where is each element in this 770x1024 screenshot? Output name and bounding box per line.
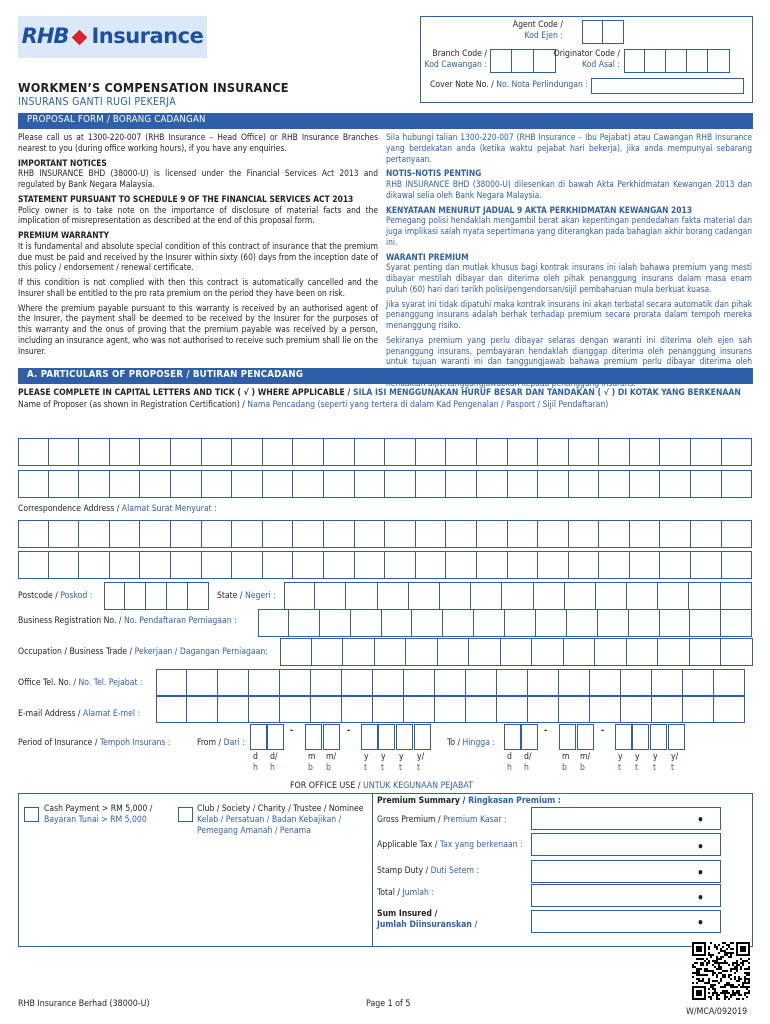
- state-input[interactable]: [284, 582, 752, 610]
- date-format-label: d h: [507, 752, 512, 774]
- char-cell[interactable]: [599, 438, 630, 466]
- char-cell[interactable]: [683, 695, 714, 723]
- char-cell[interactable]: [446, 438, 477, 466]
- char-cell[interactable]: [559, 669, 590, 697]
- date-separator: -: [601, 726, 605, 736]
- char-cell[interactable]: [660, 470, 691, 498]
- originator-code-input[interactable]: [624, 49, 730, 73]
- date-separator: -: [290, 726, 294, 736]
- char-cell[interactable]: [569, 438, 600, 466]
- char-cell[interactable]: [110, 438, 141, 466]
- char-cell[interactable]: [508, 470, 539, 498]
- char-cell[interactable]: [293, 551, 324, 579]
- section-a-bar: A. PARTICULARS OF PROPOSER / BUTIRAN PENCADANG: [18, 368, 753, 384]
- char-cell[interactable]: [355, 551, 386, 579]
- char-cell[interactable]: [280, 669, 311, 697]
- char-cell[interactable]: [446, 470, 477, 498]
- char-cell[interactable]: [280, 638, 312, 666]
- char-cell[interactable]: [187, 669, 218, 697]
- char-cell[interactable]: [79, 551, 110, 579]
- char-cell[interactable]: [249, 669, 280, 697]
- total-input[interactable]: [531, 884, 721, 907]
- char-cell[interactable]: [167, 582, 188, 610]
- char-cell[interactable]: [627, 582, 658, 610]
- char-cell[interactable]: [629, 609, 660, 637]
- char-cell[interactable]: [440, 582, 471, 610]
- char-cell[interactable]: [567, 609, 598, 637]
- char-cell[interactable]: [110, 520, 141, 548]
- date-cell[interactable]: [632, 724, 649, 750]
- char-cell[interactable]: [569, 551, 600, 579]
- char-cell[interactable]: [559, 695, 590, 723]
- char-cell[interactable]: [409, 582, 440, 610]
- footer-form-code: W/MCA/092019: [686, 1007, 748, 1017]
- char-cell[interactable]: [446, 551, 477, 579]
- char-cell[interactable]: [477, 470, 508, 498]
- date-cell[interactable]: [650, 724, 667, 750]
- branch-code-label: Branch Code / Kod Cawangan :: [424, 49, 487, 70]
- char-cell[interactable]: [140, 470, 171, 498]
- char-cell[interactable]: [689, 582, 720, 610]
- char-cell[interactable]: [324, 520, 355, 548]
- date-cell[interactable]: [378, 724, 395, 750]
- date-format-label: y t: [635, 752, 640, 774]
- char-cell[interactable]: [18, 551, 49, 579]
- gross-premium-label: Gross Premium / Premium Kasar :: [377, 815, 507, 825]
- char-cell[interactable]: [630, 520, 661, 548]
- date-format-label: y t: [653, 752, 658, 774]
- date-format-label: m b: [562, 752, 570, 774]
- date-cell[interactable]: [615, 724, 632, 750]
- char-cell[interactable]: [599, 470, 630, 498]
- char-cell[interactable]: [232, 438, 263, 466]
- occupation-input[interactable]: [280, 638, 753, 666]
- logo-diamond-icon: [72, 29, 88, 45]
- char-cell[interactable]: [355, 438, 386, 466]
- char-cell[interactable]: [722, 438, 753, 466]
- char-cell[interactable]: [385, 438, 416, 466]
- period-label: Period of Insurance / Tempoh Insurans :: [18, 738, 171, 748]
- stamp-duty-input[interactable]: [531, 860, 721, 883]
- char-cell[interactable]: [373, 669, 404, 697]
- date-format-label: m/ b: [326, 752, 337, 774]
- proposal-form-bar: PROPOSAL FORM / BORANG CADANGAN: [18, 113, 753, 129]
- char-cell[interactable]: [355, 520, 386, 548]
- char-cell[interactable]: [104, 582, 125, 610]
- char-cell[interactable]: [140, 551, 171, 579]
- char-cell[interactable]: [232, 470, 263, 498]
- char-cell[interactable]: [343, 638, 375, 666]
- page-subtitle: INSURANS GANTI RUGI PEKERJA: [18, 96, 176, 108]
- char-cell[interactable]: [528, 669, 559, 697]
- club-society-label: Club / Society / Charity / Trustee / Nominee Kelab / Persatuan / Badan Kebajikan / Pemegang Amanah / Penama: [197, 804, 364, 837]
- char-cell[interactable]: [538, 551, 569, 579]
- char-cell[interactable]: [658, 582, 689, 610]
- date-format-label: y t: [381, 752, 386, 774]
- char-cell[interactable]: [652, 695, 683, 723]
- char-cell[interactable]: [474, 609, 505, 637]
- char-cell[interactable]: [538, 438, 569, 466]
- cash-payment-label: Cash Payment > RM 5,000 / Bayaran Tunai > RM 5,000: [44, 804, 153, 826]
- char-cell[interactable]: [538, 470, 569, 498]
- char-cell[interactable]: [652, 669, 683, 697]
- char-cell[interactable]: [508, 520, 539, 548]
- date-separator: -: [347, 726, 351, 736]
- premium-summary-label: Premium Summary / Ringkasan Premium :: [377, 796, 561, 806]
- char-cell[interactable]: [171, 470, 202, 498]
- char-cell[interactable]: [565, 582, 596, 610]
- char-cell[interactable]: [714, 669, 745, 697]
- char-cell[interactable]: [385, 520, 416, 548]
- agent-code-label: Agent Code / Kod Ejen :: [512, 20, 563, 41]
- char-cell[interactable]: [446, 520, 477, 548]
- char-cell[interactable]: [477, 438, 508, 466]
- business-reg-input[interactable]: [258, 609, 752, 637]
- char-cell[interactable]: [477, 551, 508, 579]
- char-cell[interactable]: [18, 470, 49, 498]
- date-format-label: m/ b: [580, 752, 591, 774]
- char-cell[interactable]: [404, 669, 435, 697]
- char-cell[interactable]: [595, 638, 627, 666]
- cover-note-label: Cover Note No. / No. Nota Perlindungan :: [429, 80, 588, 90]
- char-cell[interactable]: [466, 695, 497, 723]
- address-row-1[interactable]: [18, 520, 752, 548]
- char-cell[interactable]: [564, 638, 596, 666]
- char-cell[interactable]: [202, 470, 233, 498]
- page-title: WORKMEN’S COMPENSATION INSURANCE: [18, 80, 289, 95]
- char-cell[interactable]: [375, 638, 407, 666]
- char-cell[interactable]: [630, 438, 661, 466]
- char-cell[interactable]: [660, 438, 691, 466]
- char-cell[interactable]: [218, 695, 249, 723]
- qr-code-icon: [692, 942, 750, 1000]
- occupation-label: Occupation / Business Trade / Pekerjaan / Dagangan Perniagaan:: [18, 647, 268, 657]
- char-cell[interactable]: [342, 669, 373, 697]
- date-format-label: y t: [618, 752, 623, 774]
- char-cell[interactable]: [280, 695, 311, 723]
- char-cell[interactable]: [691, 438, 722, 466]
- char-cell[interactable]: [249, 695, 280, 723]
- date-format-label: m b: [308, 752, 316, 774]
- char-cell[interactable]: [528, 695, 559, 723]
- char-cell[interactable]: [497, 669, 528, 697]
- char-cell[interactable]: [502, 582, 533, 610]
- char-cell[interactable]: [536, 609, 567, 637]
- char-cell[interactable]: [683, 669, 714, 697]
- char-cell[interactable]: [188, 582, 209, 610]
- char-cell[interactable]: [382, 609, 413, 637]
- char-cell[interactable]: [202, 438, 233, 466]
- logo-brand: RHB: [21, 24, 69, 49]
- date-format-label: d/ h: [524, 752, 532, 774]
- office-tel-input[interactable]: [156, 669, 745, 697]
- cash-payment-checkbox[interactable]: [24, 807, 39, 822]
- char-cell[interactable]: [721, 582, 752, 610]
- to-label: To / Hingga :: [447, 738, 496, 748]
- char-cell[interactable]: [202, 551, 233, 579]
- char-cell[interactable]: [312, 638, 344, 666]
- char-cell[interactable]: [416, 470, 447, 498]
- char-cell[interactable]: [263, 470, 294, 498]
- postcode-input[interactable]: [104, 582, 209, 610]
- char-cell[interactable]: [404, 695, 435, 723]
- char-cell[interactable]: [435, 669, 466, 697]
- char-cell[interactable]: [630, 470, 661, 498]
- state-label: State / Negeri :: [217, 591, 276, 601]
- char-cell[interactable]: [443, 609, 474, 637]
- char-cell[interactable]: [598, 609, 629, 637]
- char-cell[interactable]: [171, 520, 202, 548]
- char-cell[interactable]: [599, 551, 630, 579]
- char-cell[interactable]: [378, 582, 409, 610]
- char-cell[interactable]: [49, 551, 80, 579]
- char-cell[interactable]: [658, 638, 690, 666]
- char-cell[interactable]: [156, 695, 187, 723]
- sum-insured-input[interactable]: [531, 910, 721, 933]
- char-cell[interactable]: [471, 582, 502, 610]
- char-cell[interactable]: [412, 609, 443, 637]
- char-cell[interactable]: [599, 520, 630, 548]
- char-cell[interactable]: [627, 638, 659, 666]
- char-cell[interactable]: [621, 669, 652, 697]
- char-cell[interactable]: [416, 438, 447, 466]
- date-cell[interactable]: [323, 724, 340, 750]
- char-cell[interactable]: [691, 470, 722, 498]
- char-cell[interactable]: [630, 551, 661, 579]
- total-label: Total / Jumlah :: [377, 888, 434, 898]
- char-cell[interactable]: [505, 609, 536, 637]
- char-cell[interactable]: [187, 695, 218, 723]
- char-cell[interactable]: [477, 520, 508, 548]
- sum-insured-label: Sum Insured / Jumlah Diinsuranskan /: [377, 909, 478, 930]
- char-cell[interactable]: [202, 520, 233, 548]
- date-cell[interactable]: [305, 724, 322, 750]
- char-cell[interactable]: [721, 609, 752, 637]
- char-cell[interactable]: [385, 470, 416, 498]
- char-cell[interactable]: [140, 520, 171, 548]
- char-cell[interactable]: [466, 669, 497, 697]
- date-cell[interactable]: [396, 724, 413, 750]
- cover-note-input[interactable]: [591, 78, 744, 94]
- footer-page: Page 1 of 5: [366, 999, 411, 1009]
- char-cell[interactable]: [721, 638, 753, 666]
- char-cell[interactable]: [232, 551, 263, 579]
- date-format-label: d/ h: [270, 752, 278, 774]
- char-cell[interactable]: [79, 470, 110, 498]
- char-cell[interactable]: [690, 609, 721, 637]
- char-cell[interactable]: [79, 438, 110, 466]
- char-cell[interactable]: [324, 551, 355, 579]
- char-cell[interactable]: [435, 695, 466, 723]
- date-format-label: y t: [364, 752, 369, 774]
- char-cell[interactable]: [469, 638, 501, 666]
- char-cell[interactable]: [690, 638, 722, 666]
- email-label: E-mail Address / Alamat E-mel :: [18, 709, 141, 719]
- rhb-insurance-logo: [18, 16, 207, 58]
- char-cell[interactable]: [534, 582, 565, 610]
- char-cell[interactable]: [293, 520, 324, 548]
- char-cell[interactable]: [140, 438, 171, 466]
- char-cell[interactable]: [722, 551, 753, 579]
- char-cell[interactable]: [125, 582, 146, 610]
- date-cell[interactable]: [521, 724, 538, 750]
- date-cell[interactable]: [250, 724, 267, 750]
- char-cell[interactable]: [218, 669, 249, 697]
- char-cell[interactable]: [569, 470, 600, 498]
- date-cell[interactable]: [504, 724, 521, 750]
- applicable-tax-label: Applicable Tax / Tax yang berkenaan :: [377, 840, 523, 850]
- club-society-checkbox[interactable]: [178, 807, 193, 822]
- char-cell[interactable]: [171, 551, 202, 579]
- char-cell[interactable]: [416, 520, 447, 548]
- logo-product: Insurance: [91, 24, 204, 49]
- char-cell[interactable]: [79, 520, 110, 548]
- char-cell[interactable]: [289, 609, 320, 637]
- char-cell[interactable]: [110, 470, 141, 498]
- char-cell[interactable]: [171, 438, 202, 466]
- char-cell[interactable]: [232, 520, 263, 548]
- from-label: From / Dari :: [197, 738, 245, 748]
- date-cell[interactable]: [577, 724, 594, 750]
- char-cell[interactable]: [311, 695, 342, 723]
- proposer-name-row-1[interactable]: [18, 438, 752, 466]
- char-cell[interactable]: [590, 669, 621, 697]
- stamp-duty-label: Stamp Duty / Duti Setem :: [377, 866, 480, 876]
- char-cell[interactable]: [722, 520, 753, 548]
- char-cell[interactable]: [324, 438, 355, 466]
- char-cell[interactable]: [660, 551, 691, 579]
- char-cell[interactable]: [569, 520, 600, 548]
- char-cell[interactable]: [438, 638, 470, 666]
- char-cell[interactable]: [416, 551, 447, 579]
- date-separator: -: [544, 726, 548, 736]
- char-cell[interactable]: [146, 582, 167, 610]
- char-cell[interactable]: [508, 551, 539, 579]
- char-cell[interactable]: [311, 669, 342, 697]
- char-cell[interactable]: [263, 520, 294, 548]
- char-cell[interactable]: [385, 551, 416, 579]
- char-cell[interactable]: [49, 520, 80, 548]
- gross-premium-input[interactable]: [531, 807, 721, 830]
- proposer-name-row-2[interactable]: [18, 470, 752, 498]
- notices-english: Please call us at 1300-220-007 (RHB Insurance – Head Office) or RHB Insurance Branches nearest to you (during office working hours), if you have any enquiries. IMPORTANT NOTICES RHB INSURANCE BHD (38000-U) is licensed under the Financial Services Act 2013 and regulated by Bank Negara Malaysia. STATEMENT PURSUANT TO SCHEDULE 9 OF THE FINANCIAL SERVICES ACT 2013 Policy owner is to take note on the importance of disclosure of material facts and the implication of misrepresentation as described at the end of this proposal form. PREMIUM WARRANTY It is fundamental and absolute special condition of this contract of insurance that the premium due must be paid and received by the Insurer within sixty (60) days from the inception date of this policy / endorsement / renewal certificate. If this condition is not complied with then this contract is automatically cancelled and the Insurer shall be entitled to the pro rata premium on the period they have been on risk. Where the premium payable pursuant to this warranty is received by an authorised agent of the Insurer, the payment shall be deemed to be received by the Insurer for the purposes of this warranty and the onus of proving that the premium payable was received by a person, including an insurance agent, who was not authorised to receive such premium shall lie on the Insurer.: [18, 132, 378, 356]
- char-cell[interactable]: [49, 438, 80, 466]
- email-input[interactable]: [156, 695, 745, 723]
- address-row-2[interactable]: [18, 551, 752, 579]
- char-cell[interactable]: [49, 470, 80, 498]
- char-cell[interactable]: [501, 638, 533, 666]
- char-cell[interactable]: [532, 638, 564, 666]
- char-cell[interactable]: [346, 582, 377, 610]
- char-cell[interactable]: [722, 470, 753, 498]
- char-cell[interactable]: [258, 609, 289, 637]
- char-cell[interactable]: [590, 695, 621, 723]
- char-cell[interactable]: [324, 470, 355, 498]
- char-cell[interactable]: [596, 582, 627, 610]
- footer-company: RHB Insurance Berhad (38000-U): [18, 999, 150, 1009]
- date-cell[interactable]: [267, 724, 284, 750]
- char-cell[interactable]: [320, 609, 351, 637]
- date-cell[interactable]: [559, 724, 576, 750]
- char-cell[interactable]: [263, 438, 294, 466]
- char-cell[interactable]: [660, 520, 691, 548]
- char-cell[interactable]: [351, 609, 382, 637]
- notices-malay: Sila hubungi talian 1300-220-007 (RHB Insurance – Ibu Pejabat) atau Cawangan RHB Insurance yang berdekatan anda (ketika waktu pejabat hari bekerja), jika anda mempunyai sebarang pertanyaan. NOTIS-NOTIS PENTING RHB INSURANCE BHD (38000-U) dilesenkan di bawah Akta Perkhidmatan Kewangan 2013 dan dikawal selia oleh Bank Negara Malaysia. KENYATAAN MENURUT JADUAL 9 AKTA PERKHIDMATAN KEWANGAN 2013 Pemegang polisi hendaklah mengambil berat akan kepentingan pendedahan fakta material dan juga implikasi salah nyata sepertimana yang diterangkan pada bahagian akhir borang cadangan ini. WARANTI PREMIUM Syarat penting dan mutlak khusus bagi kontrak insurans ini ialah bahawa premium yang mesti dibayar mestilah dibayar dan diterima oleh pihak penanggung insurans dalam masa enam puluh (60) hari dari tarikh polisi/pengendorsan/sijil pembaharuan mula berkuat kuasa. Jika syarat ini tidak dipatuhi maka kontrak insurans ini akan terbatal secara automatik dan pihak penanggung insurans adalah berhak terhadap premium secara prorata dalam tempoh mereka menanggung risiko. Sekiranya premium yang perlu dibayar selaras dengan waranti ini diterima oleh ejen sah penanggung insurans, pembayaran hendaklah dianggap diterima oleh penanggung insurans untuk tujuan waranti ini dan tanggungjawab bahawa premium perlu dibayar diterima oleh: [386, 132, 752, 367]
- char-cell[interactable]: [355, 470, 386, 498]
- date-format-label: y/ t: [417, 752, 425, 774]
- instructions: PLEASE COMPLETE IN CAPITAL LETTERS AND TICK ( √ ) WHERE APPLICABLE / SILA ISI MENGGUNAKAN HURUF BESAR DAN TANDAKAN ( √ ) DI KOTAK YANG BERKENAAN: [18, 388, 741, 398]
- office-tel-label: Office Tel. No. / No. Tel. Pejabat :: [18, 678, 143, 688]
- char-cell[interactable]: [18, 438, 49, 466]
- applicable-tax-input[interactable]: [531, 833, 721, 856]
- char-cell[interactable]: [621, 695, 652, 723]
- char-cell[interactable]: [110, 551, 141, 579]
- char-cell[interactable]: [406, 638, 438, 666]
- char-cell[interactable]: [342, 695, 373, 723]
- char-cell[interactable]: [691, 520, 722, 548]
- char-cell[interactable]: [18, 520, 49, 548]
- char-cell[interactable]: [538, 520, 569, 548]
- date-cell[interactable]: [668, 724, 685, 750]
- char-cell[interactable]: [315, 582, 346, 610]
- char-cell[interactable]: [508, 438, 539, 466]
- business-reg-label: Business Registration No. / No. Pendaftaran Perniagaan :: [18, 616, 237, 626]
- char-cell[interactable]: [263, 551, 294, 579]
- proposer-name-label: Name of Proposer (as shown in Registration Certification) / Nama Pencadang (seperti yang tertera di dalam Kad Pengenalan / Pasport / Sijil Pendaftaran): [18, 400, 609, 410]
- postcode-label: Postcode / Poskod :: [18, 591, 93, 601]
- char-cell[interactable]: [660, 609, 691, 637]
- char-cell[interactable]: [293, 438, 324, 466]
- office-use-title: FOR OFFICE USE / UNTUK KEGUNAAN PEJABAT: [290, 781, 473, 791]
- char-cell[interactable]: [373, 695, 404, 723]
- char-cell[interactable]: [156, 669, 187, 697]
- char-cell[interactable]: [293, 470, 324, 498]
- char-cell[interactable]: [497, 695, 528, 723]
- date-format-label: d h: [253, 752, 258, 774]
- agent-code-input[interactable]: [582, 20, 624, 44]
- originator-code-label: Originator Code / Kod Asal :: [553, 49, 620, 70]
- date-format-label: y/ t: [671, 752, 679, 774]
- char-cell[interactable]: [714, 695, 745, 723]
- address-label: Correspondence Address / Alamat Surat Menyurat :: [18, 504, 217, 514]
- date-cell[interactable]: [361, 724, 378, 750]
- date-cell[interactable]: [414, 724, 431, 750]
- char-cell[interactable]: [284, 582, 315, 610]
- date-format-label: y t: [399, 752, 404, 774]
- char-cell[interactable]: [691, 551, 722, 579]
